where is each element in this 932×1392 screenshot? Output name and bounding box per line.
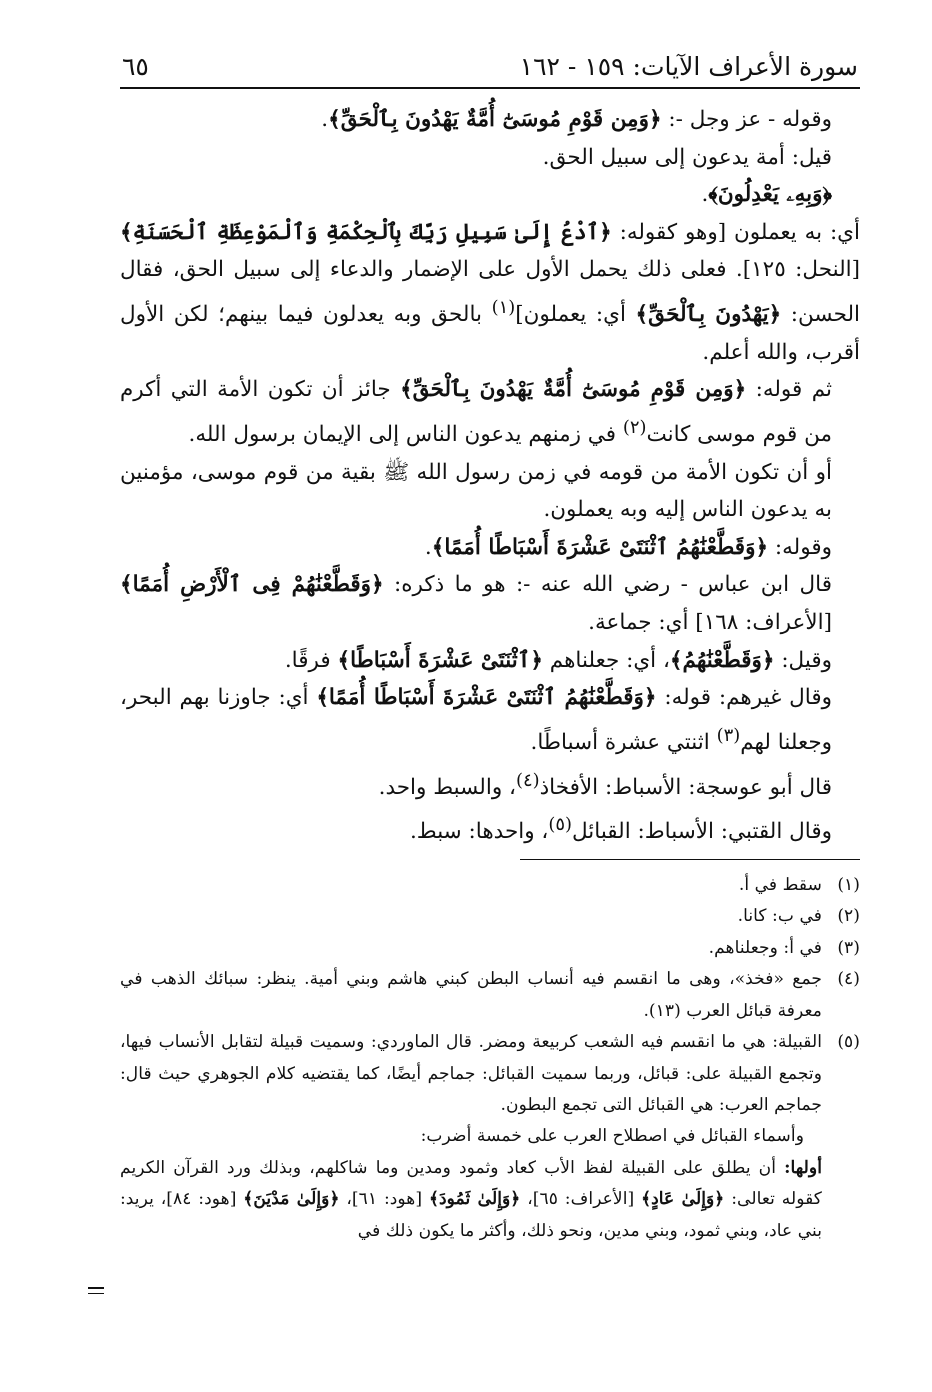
footnote — [120, 901, 860, 932]
footnote-text: في ب: كانا. — [737, 906, 822, 927]
text-run: ، واحدها: سبط. — [409, 819, 549, 845]
footnote-text: جمع «فخذ»، وهى ما انقسم فيه أنساب البطن كبني هاشم وبني أمية. ينظر: سبائك الذهب في معرفة قبائل العرب (١٣). — [120, 969, 822, 1021]
text-run: [هود: ٦١]، — [339, 1189, 429, 1210]
text-run: . — [321, 107, 329, 132]
footnote-text — [120, 1027, 822, 1247]
paragraph — [120, 762, 860, 807]
book-page — [120, 52, 860, 1247]
text-run: ، أي: جعلناهم — [542, 647, 670, 673]
quran-quote: ﴿وَإِلَىٰ مَدْيَنَ﴾ — [243, 1189, 340, 1210]
text-run: وقيل: — [774, 647, 832, 673]
paragraph — [120, 176, 860, 214]
quran-quote: ﴿وَإِلَىٰ عَادٍ﴾ — [641, 1189, 725, 1210]
text-run: وقوله: — [768, 534, 832, 560]
footnote — [120, 933, 860, 964]
quran-quote: ﴿يَهْدُونَ بِٱلْحَقِّ﴾ — [635, 302, 782, 328]
footnote-text: في أ: وجعلناهم. — [708, 937, 822, 958]
footnote-line: القبيلة: هي ما انقسم فيه الشعب كربيعة ومضر. قال الماوردي: وسميت قبيلة لتقابل الأنساب فيها، وتجمع القبيلة على: قبائل، وربما سميت القبائل: جماجم أيضًا، كما يقتضيه كلام الجوهري حيث قال: جماجم العرب: هي القبائل التى تجمع البطون. — [120, 1032, 822, 1115]
footnote-ref: (٤) — [515, 769, 540, 791]
text-run: ، والسبط واحد. — [378, 774, 516, 800]
paragraph — [120, 529, 860, 567]
text-run: أن يطلق على القبيلة لفظ الأب كعاد وثمود ومدين وما شاكلهم، وبذلك ورد القرآن الكريم كقوله تعالى: — [120, 1157, 822, 1210]
footnote-line — [120, 1153, 822, 1247]
footnote-number: (٣) — [837, 937, 860, 958]
footnotes — [120, 870, 860, 1247]
page-header — [120, 52, 860, 89]
bold-term: أولها: — [784, 1157, 822, 1178]
footnote — [120, 870, 860, 901]
footnote-number: (١) — [837, 875, 860, 896]
quran-quote: ﴿ٱثْنَتَىْ عَشْرَةَ أَسْبَاطًا﴾ — [337, 647, 543, 673]
quran-quote: ﴿وَمِن قَوْمِ مُوسَىٰٓ أُمَّةٌ يَهْدُونَ بِٱلْحَقِّ﴾ — [328, 107, 662, 132]
footnote — [120, 1027, 860, 1247]
paragraph: قيل: أمة يدعون إلى سبيل الحق. — [542, 144, 832, 170]
text-run: بالحق وبه يعدلون فيما بينهم؛ لكن الأول أقرب، والله أعلم. — [120, 302, 860, 365]
text-run: أي: به يعملون [وهو كقوله: — [611, 219, 860, 245]
paragraph — [120, 566, 860, 641]
quran-quote: ﴿وَقَطَّعْنَٰهُمُ ٱثْنَتَىْ عَشْرَةَ أَسْبَاطًا أُمَمًا﴾ — [431, 534, 769, 560]
text-run: وقوله - عز وجل -: — [661, 107, 832, 132]
text-run: ثم قوله: — [746, 377, 832, 403]
footnote-number: (٥) — [837, 1032, 860, 1053]
quran-quote: ﴿ٱدْعُ إِلَىٰ سَبِيلِ رَبِّكَ بِٱلْحِكْمَةِ وَٱلْمَوْعِظَةِ ٱلْحَسَنَةِ﴾ — [120, 219, 612, 245]
quran-quote: ﴿وَقَطَّعْنَٰهُمْ فِى ٱلْأَرْضِ أُمَمًا﴾ — [120, 572, 384, 598]
continuation-mark — [88, 1287, 104, 1298]
footnote-ref: (٥) — [548, 814, 572, 836]
main-text — [120, 101, 860, 851]
text-run: فرقًا. — [284, 647, 338, 673]
quran-quote: ﴿وَمِن قَوْمِ مُوسَىٰٓ أُمَّةٌ يَهْدُونَ بِٱلْحَقِّ﴾ — [400, 377, 747, 403]
text-run: في زمنهم يدعون الناس إلى الإيمان برسول الله. — [188, 422, 623, 448]
footnote — [120, 964, 860, 1027]
paragraph — [120, 214, 860, 372]
footnote-ref: (١) — [491, 296, 516, 318]
paragraph — [120, 642, 860, 680]
text-run: قال أبو عوسجة: الأسباط: الأفخاذ — [539, 774, 832, 800]
quran-quote: ﴿وَإِلَىٰ ثَمُودَ﴾ — [428, 1189, 521, 1210]
footnote-separator — [520, 859, 860, 860]
text-run: . — [701, 182, 709, 208]
running-title: سورة الأعراف الآيات: ١٥٩ - ١٦٢ — [519, 52, 858, 81]
text-run: أي: جاوزنا بهم البحر، وجعلنا لهم — [120, 685, 832, 755]
quran-quote: ﴿وَبِهِۦ يَعْدِلُونَ﴾ — [708, 182, 832, 208]
footnote-number: (٤) — [837, 969, 860, 990]
quran-quote: ﴿وَقَطَّعْنَٰهُمُ ٱثْنَتَىْ عَشْرَةَ أَسْبَاطًا أُمَمًا﴾ — [316, 685, 657, 711]
paragraph — [120, 806, 860, 851]
text-run: جائز أن تكون الأمة التي أكرم من قوم موسى كانت — [120, 377, 832, 448]
text-run: اثنتي عشرة أسباطًا. — [530, 729, 717, 755]
text-run: [النحل: ١٢٥]. فعلى ذلك يحمل الأول على الإضمار والدعاء إلى سبيل الحق، فقال الحسن: — [120, 257, 860, 328]
footnote-number: (٢) — [837, 906, 860, 927]
footnote-text: سقط في أ. — [738, 875, 822, 896]
quran-quote: ﴿وَقَطَّعْنَٰهُمُ﴾ — [669, 647, 775, 673]
text-run: [الأعراف: ١٦٨] أي: جماعة. — [588, 610, 832, 636]
paragraph — [120, 101, 860, 139]
text-run: [الأعراف: ٦٥]، — [520, 1189, 642, 1210]
paragraph: أو أن تكون الأمة من قومه في زمن رسول الله ﷺ بقية من قوم موسى، مؤمنين به يدعون الناس إليه وبه يعملون. — [120, 459, 832, 523]
footnote-line: وأسماء القبائل في اصطلاح العرب على خمسة أضرب: — [420, 1126, 804, 1147]
text-run: وقال القتبي: الأسباط: القبائل — [572, 819, 832, 845]
text-run: قال ابن عباس - رضي الله عنه -: هو ما ذكره: — [383, 572, 832, 598]
text-run: [هود: ٨٤]، يريد: بني عاد، وبني ثمود، وبني مدين، ونحو ذلك، وأكثر ما يكون ذلك في — [120, 1189, 822, 1241]
text-run: أي: يعملون] — [515, 302, 636, 328]
footnote-ref: (٢) — [622, 416, 647, 438]
page-number: ٦٥ — [122, 52, 149, 81]
footnote-ref: (٣) — [716, 724, 741, 746]
text-run: وقال غيرهم: قوله: — [656, 685, 832, 711]
paragraph — [120, 679, 860, 761]
text-run: . — [424, 534, 432, 560]
paragraph — [120, 371, 860, 453]
